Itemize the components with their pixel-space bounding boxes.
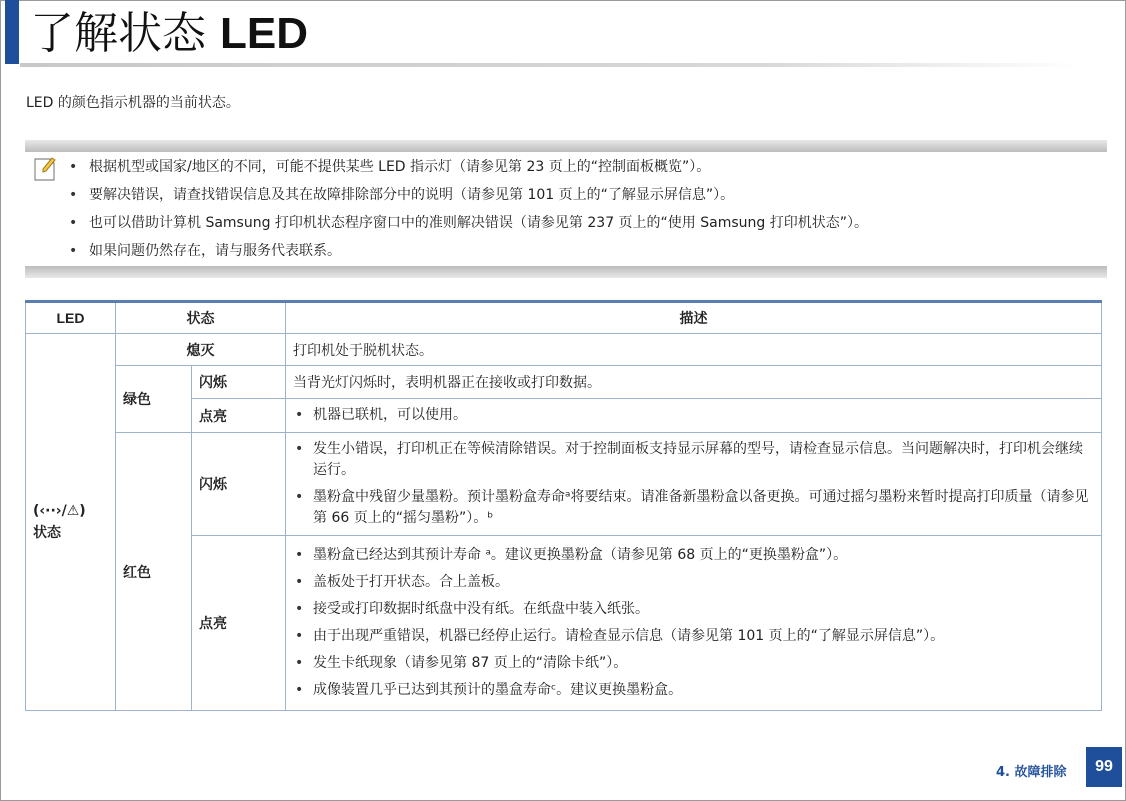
title-zh: 了解状态 (30, 8, 206, 59)
title-en: LED (220, 9, 308, 58)
footer-section-link[interactable]: 4. 故障排除 (996, 765, 1067, 780)
color-green: 绿色 (116, 366, 192, 433)
led-label-cell (26, 334, 116, 711)
state-off: 熄灭 (116, 334, 286, 366)
list-item: • 墨粉盒中残留少量墨粉。预计墨粉盒寿命ᵃ将要结束。请准备新墨粉盒以备更换。可通过摇匀墨粉来暂时提高打印质量（请参见第 66 页上的“摇匀墨粉”）。ᵇ (293, 487, 1094, 529)
desc-green-on (286, 399, 1102, 433)
note-item: • 根据机型或国家/地区的不同，可能不提供某些 LED 指示灯（请参见第 23 页上的“控制面板概览”）。 (89, 153, 868, 181)
note-box (25, 140, 1107, 278)
intro-text: LED 的颜色指示机器的当前状态。 (26, 95, 240, 111)
note-item: • 要解决错误，请查找错误信息及其在故障排除部分中的说明（请参见第 101 页上的“了解显示屏信息”）。 (89, 181, 868, 209)
led-status-label: 状态 (33, 525, 61, 541)
header-desc: 描述 (286, 302, 1102, 334)
list-item: • 由于出现严重错误，机器已经停止运行。请检查显示信息（请参见第 101 页上的“了解显示屏信息”）。 (293, 626, 1094, 647)
header-led: LED (26, 302, 116, 334)
list-item: • 发生卡纸现象（请参见第 87 页上的“清除卡纸”）。 (293, 653, 1094, 674)
list-item: • 墨粉盒已经达到其预计寿命 ᵃ。建议更换墨粉盒（请参见第 68 页上的“更换墨粉盒”）。 (293, 545, 1094, 566)
note-top-band (25, 140, 1107, 152)
table-row (26, 433, 1102, 536)
desc-green-blink: 当背光灯闪烁时，表明机器正在接收或打印数据。 (286, 366, 1102, 399)
note-item: • 如果问题仍然存在，请与服务代表联系。 (89, 237, 868, 265)
red-blink: 闪烁 (192, 433, 286, 536)
desc-red-on (286, 536, 1102, 711)
note-list (89, 153, 868, 265)
table-header-row (26, 302, 1102, 334)
red-on: 点亮 (192, 536, 286, 711)
list-item: • 发生小错误，打印机正在等候清除错误。对于控制面板支持显示屏幕的型号，请检查显示信息。当问题解决时，打印机会继续运行。 (293, 439, 1094, 481)
page-title (30, 6, 308, 62)
list-item: • 接受或打印数据时纸盘中没有纸。在纸盘中装入纸张。 (293, 599, 1094, 620)
desc-red-blink (286, 433, 1102, 536)
green-blink: 闪烁 (192, 366, 286, 399)
page-number: 99 (1086, 747, 1122, 787)
table-row (26, 366, 1102, 399)
list-item: • 盖板处于打开状态。合上盖板。 (293, 572, 1094, 593)
list-item: • 成像装置几乎已达到其预计的墨盒寿命ᶜ。建议更换墨粉盒。 (293, 680, 1094, 701)
color-red: 红色 (116, 433, 192, 711)
led-status-table (25, 300, 1102, 711)
note-bottom-band (25, 266, 1107, 278)
header-status: 状态 (116, 302, 286, 334)
desc-off: 打印机处于脱机状态。 (286, 334, 1102, 366)
list-item: • 机器已联机，可以使用。 (293, 405, 1094, 426)
table-row (26, 334, 1102, 366)
note-item: • 也可以借助计算机 Samsung 打印机状态程序窗口中的准则解决错误（请参见第 237 页上的“使用 Samsung 打印机状态”）。 (89, 209, 868, 237)
title-accent-bar (5, 0, 19, 64)
led-status-icons: (‹··›/⚠) (33, 503, 86, 519)
green-on: 点亮 (192, 399, 286, 433)
title-divider (20, 63, 1080, 67)
note-pencil-icon (33, 156, 57, 182)
